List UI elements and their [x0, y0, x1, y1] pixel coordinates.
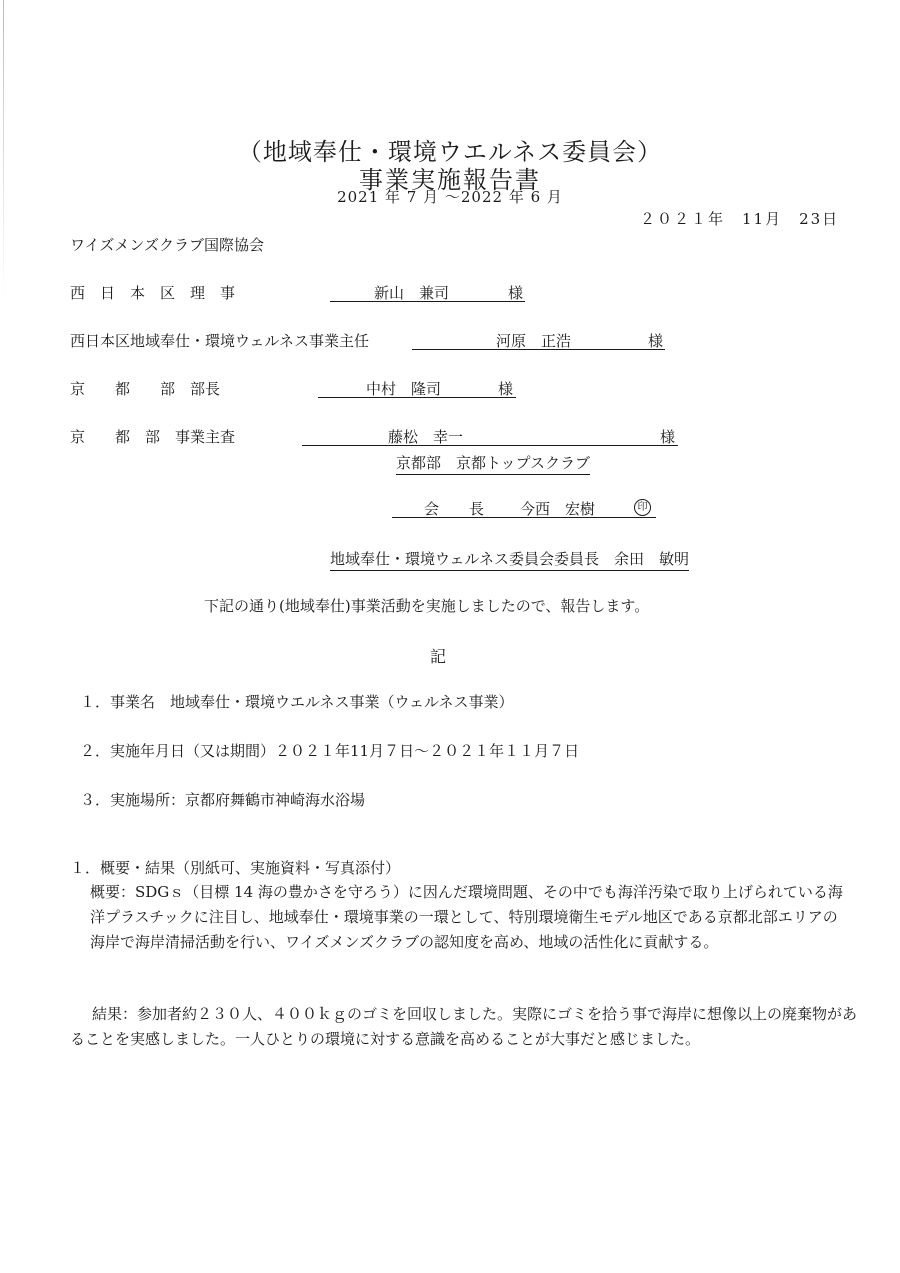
recipient-line-1	[330, 282, 525, 302]
item-project-name: １．事業名 地域奉仕・環境ウエルネス事業（ウェルネス事業）	[80, 693, 514, 711]
recipient-title-3: 京 都 部 部長	[70, 380, 221, 398]
president-title: 会 長	[424, 500, 485, 518]
recipient-line-2	[412, 330, 665, 350]
report-date: ２０２１年 11月 23日	[640, 210, 840, 228]
recipient-name-4: 藤松 幸一	[388, 428, 464, 446]
recipient-title-4: 京 都 部 事業主査	[70, 428, 236, 446]
document-title: 事業実施報告書	[359, 166, 541, 194]
recipient-honorific-2: 様	[648, 332, 664, 350]
ki-heading: 記	[430, 647, 447, 666]
sender-club: 京都部 京都トップスクラブ	[396, 452, 590, 475]
seal-mark: 印	[634, 499, 651, 516]
document-title-committee: （地域奉仕・環境ウエルネス委員会）	[237, 138, 663, 166]
committee-chair: 地域奉仕・環境ウェルネス委員会委員長 余田 敏明	[330, 548, 689, 571]
item-location: ３．実施場所：京都府舞鶴市神崎海水浴場	[80, 791, 366, 809]
recipient-honorific-3: 様	[498, 380, 514, 398]
recipient-name-2: 河原 正浩	[496, 332, 572, 350]
item-date: ２．実施年月日（又は期間）２０２１年11月７日〜２０２１年１１月７日	[80, 742, 580, 760]
recipient-honorific-4: 様	[660, 428, 676, 446]
president-line	[392, 498, 656, 518]
result-text: 結果：参加者約２３０人、４００ｋｇのゴミを回収しました。実際にゴミを拾う事で海岸に想像以上の廃棄物があることを実感しました。一人ひとりの環境に対する意識を高めることが大事だと感じました。	[70, 1005, 858, 1048]
intro-text: 下記の通り(地域奉仕)事業活動を実施しましたので、報告します。	[204, 597, 650, 615]
recipient-title-1: 西 日 本 区 理 事	[70, 284, 236, 302]
overview-text: 概要：SDGｓ（目標 14 海の豊かさを守ろう）に因んだ環境問題、その中でも海洋汚染で取り上げられている海洋プラスチックに注目し、地域奉仕・環境事業の一環として、特別環境衛生モデル地区である京都北部エリアの海岸で海岸清掃活動を行い、ワイズメンズクラブの認知度を高め、地域の活性化に貢献する。	[90, 883, 843, 951]
recipient-line-4	[302, 426, 678, 446]
recipient-name-1: 新山 兼司	[374, 284, 450, 302]
recipient-name-3: 中村 隆司	[366, 380, 442, 398]
president-name: 今西 宏樹	[520, 500, 596, 518]
overview-heading: １．概要・結果（別紙可、実施資料・写真添付）	[70, 859, 401, 877]
recipient-honorific-1: 様	[508, 284, 524, 302]
recipient-line-3	[318, 378, 516, 398]
recipient-organization: ワイズメンズクラブ国際協会	[70, 236, 264, 254]
recipient-title-2: 西日本区地域奉仕・環境ウェルネス事業主任	[70, 332, 369, 350]
report-period: 2021 年 7 月 〜2022 年 6 月	[337, 188, 563, 206]
